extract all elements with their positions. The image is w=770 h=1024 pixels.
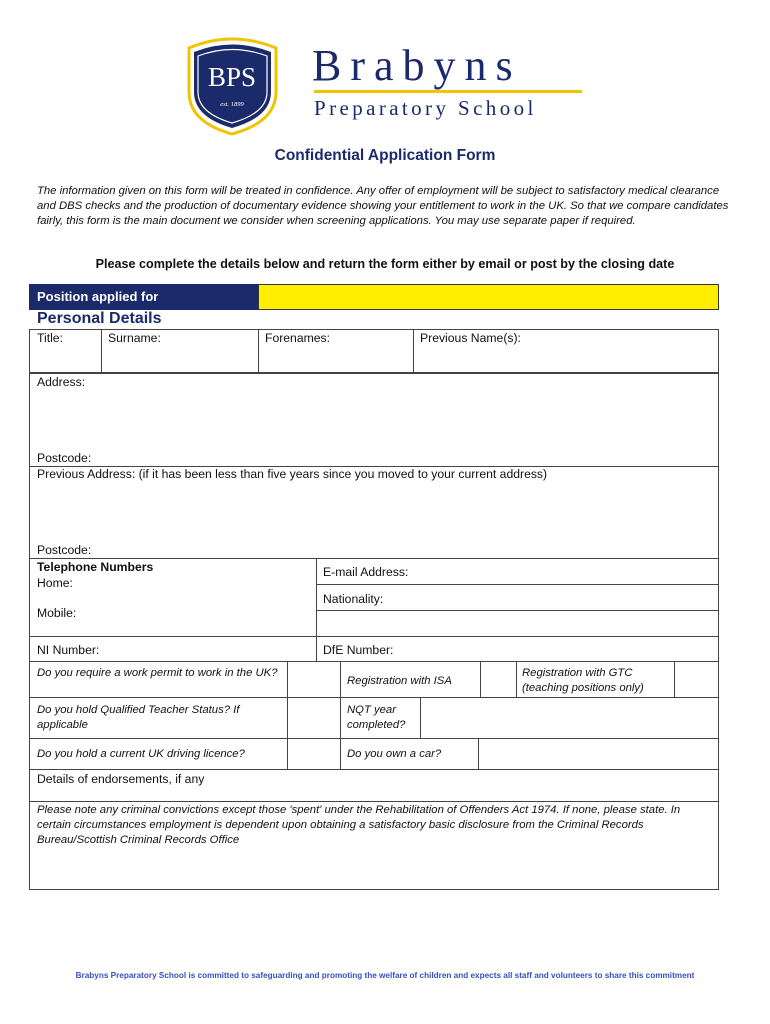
dfe-number-field[interactable]: DfE Number: (323, 643, 394, 657)
previous-names-field[interactable]: Previous Name(s): (420, 331, 521, 345)
crest-initials: BPS (207, 62, 257, 92)
registration-isa-label: Registration with ISA (347, 675, 452, 687)
position-label: Position applied for (29, 284, 258, 310)
email-field[interactable]: E-mail Address: (323, 565, 409, 579)
own-car-question: Do you own a car? (347, 748, 442, 760)
address-box[interactable] (29, 373, 719, 467)
criminal-convictions-note: Please note any criminal convictions except those 'spent' under the Rehabilitation of Offenders Act 1974. If none, please state. In certain circumstances employment is dependent upon obtaining a satisfactory basic disclosure from the Criminal Records Bureau/Scottish Criminal Records Office (37, 804, 681, 846)
forenames-field[interactable]: Forenames: (265, 331, 331, 345)
driving-licence-question: Do you hold a current UK driving licence? (37, 748, 245, 760)
postcode-label-2: Postcode: (37, 543, 92, 557)
home-phone-field[interactable]: Home: (37, 576, 73, 590)
nqt-question: NQT year completed? (347, 704, 406, 731)
qts-question: Do you hold Qualified Teacher Status? If applicable (37, 704, 240, 731)
registration-gtc-label: Registration with GTC (teaching positions only) (522, 667, 644, 694)
mobile-phone-field[interactable]: Mobile: (37, 606, 77, 620)
position-input[interactable] (258, 284, 719, 310)
school-crest-logo (185, 36, 280, 136)
school-name: Brabyns (312, 41, 522, 90)
section-title-personal-details: Personal Details (37, 310, 162, 327)
form-title: Confidential Application Form (274, 147, 496, 164)
work-permit-question: Do you require a work permit to work in the UK? (37, 667, 278, 679)
school-subtitle: Preparatory School (314, 96, 537, 120)
instruction-text: Please complete the details below and return the form either by email or post by the closing date (95, 257, 675, 271)
surname-field[interactable]: Surname: (108, 331, 161, 345)
crest-est: est. 1899 (220, 101, 244, 108)
intro-text: The information given on this form will be treated in confidence. Any offer of employment will be subject to satisfactory medical clearance and DBS checks and the production of documentary evidence showing your entitlement to work in the UK. So that we compare candidates fairly, this form is the main document we consider when screening applications. You may use separate paper if required. (37, 185, 729, 227)
brand-underline (314, 90, 582, 93)
nationality-field[interactable]: Nationality: (323, 592, 384, 606)
safeguarding-footer: Brabyns Preparatory School is committed to safeguarding and promoting the welfare of children and expects all staff and volunteers to share this commitment (75, 971, 695, 980)
ni-number-field[interactable]: NI Number: (37, 643, 100, 657)
previous-address-label: Previous Address: (if it has been less than five years since you moved to your current address) (37, 467, 548, 481)
endorsements-label: Details of endorsements, if any (37, 772, 205, 786)
title-field[interactable]: Title: (37, 331, 63, 345)
address-label: Address: (37, 375, 86, 389)
telephone-heading: Telephone Numbers (37, 560, 154, 574)
postcode-label: Postcode: (37, 451, 92, 465)
